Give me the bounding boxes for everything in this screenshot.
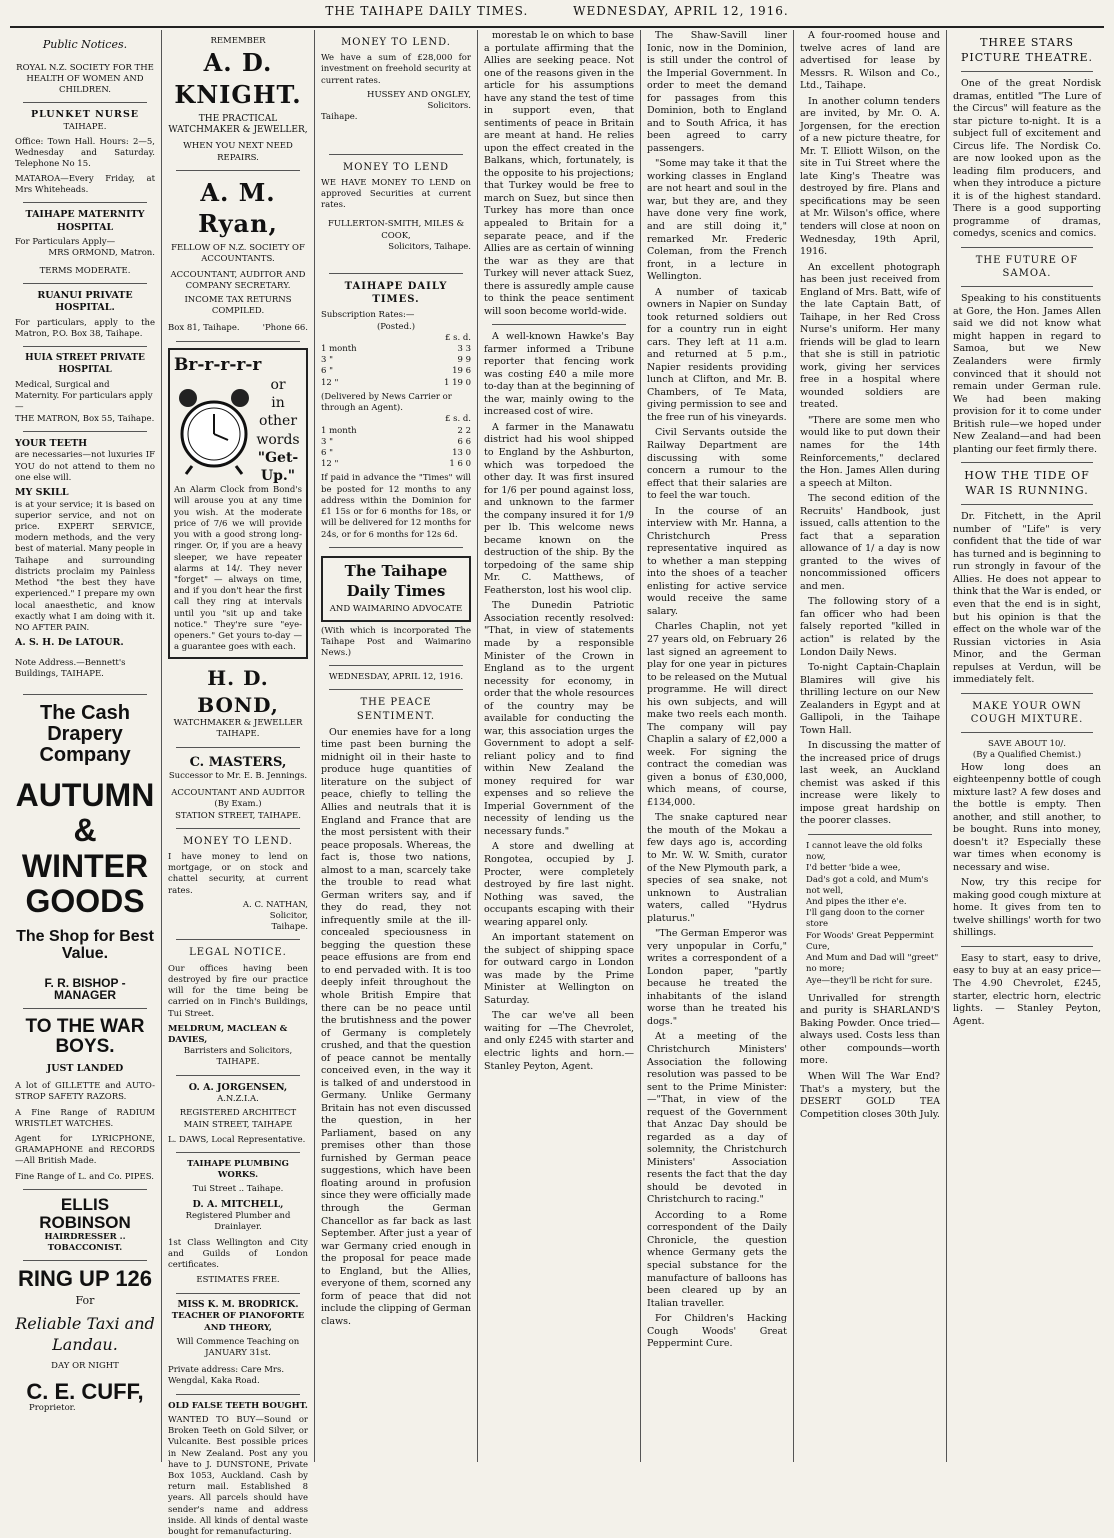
- paper-nameplate-title: The Taihape Daily Times: [344, 561, 448, 600]
- fullerton-name: FULLERTON-SMITH, MILES & COOK,: [327, 219, 465, 241]
- for-label: For: [75, 1294, 95, 1308]
- legal-notice-heading: LEGAL NOTICE.: [189, 947, 287, 959]
- dunedin-paragraph: The Dunedin Patriotic Association recently resolved: "That, in view of statements made by a responsible Minister of the Crown in England as to the urgent necessity for economy, in order that the whole resources of the country may be available for conducting the war, this association urges the Government to adopt a self-reliant policy and to find within New Zealand the money required for war expenses and so relieve the Imperial Government of the necessity of lending us the necessary funds.": [484, 600, 634, 837]
- blamires-paragraph: To-night Captain-Chaplain Blamires will give his thrilling lecture on our New Zealanders in Egypt and at Gallipoli, in the Taihape Town Hall.: [800, 662, 940, 736]
- rate-row: [321, 355, 471, 366]
- peace-heading: THE PEACE SENTIMENT.: [356, 697, 436, 722]
- knight-note: WHEN YOU NEXT NEED REPAIRS.: [183, 141, 293, 163]
- fullerton-role: Solicitors, Taihape.: [388, 241, 471, 252]
- ryan-tax: INCOME TAX RETURNS COMPILED.: [184, 294, 292, 317]
- emperor-paragraph: "The German Emperor was very unpopular in Corfu," writes a correspondent of a London paper, "partly because he treated the inhabitants of the island worse than he treated his dogs.": [647, 928, 787, 1027]
- subscription-heading: TAIHAPE DAILY TIMES.: [344, 281, 448, 306]
- cough-heading: MAKE YOUR OWN COUGH MIXTURE.: [970, 700, 1084, 725]
- column-rule: [477, 30, 478, 1462]
- masthead-rule: [10, 26, 1104, 28]
- poem: [800, 841, 940, 987]
- best-value: The Shop for Best Value.: [16, 927, 154, 962]
- hussey-role: Solicitors.: [427, 101, 471, 112]
- peace-body: Our enemies have for a long time past been burning the midnight oil in their haste to produce huge quantities of literature on the subject of peace, chiefly to telling the Allies and neutrals that it is England and France that are the most persistent with their peace proposals. Whereas, the fact is, those two nations, almost to a man, scarcely take the trouble to read what German writers say, and if they do read, they not infrequently smile at the ill-concealed speciousness in begging the question these peace effusions are from end to end pervaded with. It is too deeply infeit throughout the whole British Empire that there can be no peace until the brutishness and the power of Germany is completely crushed, and that the question of peace cannot be mentally conceived even, in the way it is talked of and understood in Germany. Unlike Germany Britain has not even discussed the question, in her Parliament, based on any premises other than those furnished by German peace suggestions, which have been floating around in profusion since they were officially made through the German Chancellor as far back as last September. After just a year of war Germany cried enough in the proposal for peace made to England, but the Allies, everyone of them, scorned any form of peace that did not include the clipping of German claws.: [321, 726, 471, 1327]
- teeth-heading: YOUR TEETH: [15, 437, 88, 449]
- hawke-paragraph: A well-known Hawke's Bay farmer informed a Tribune reporter that fencing work was costing £40 a mile more to-day than at the beginning of the war, mainly owing to the increased cost of wire.: [484, 331, 634, 418]
- poem-line: I cannot leave the old folks now,: [806, 840, 923, 863]
- civil-paragraph: Civil Servants outside the Railway Department are discussing with some concern a rumour to the effect that their salaries are to feel the war touch.: [647, 427, 787, 502]
- money-lend-body: I have money to lend on mortgage, or on stock and chattel security, at current rates.: [168, 851, 308, 896]
- teeth-bought-heading: OLD FALSE TEETH BOUGHT.: [168, 1400, 308, 1411]
- knight-name: A. D. KNIGHT.: [174, 48, 302, 109]
- sharland-paragraph: Unrivalled for strength and purity is SHARLAND'S Baking Powder. Once tried—always used. Costs less than other compounds—worth more.: [800, 992, 940, 1067]
- snake-paragraph: The snake captured near the mouth of the Mokau a few days ago is, according to Mr. W. W. Smith, curator of the New Plymouth park, a species of sea snake, not unknown to Australian waters, called "Hydrus platurus.": [647, 812, 787, 924]
- or-text: or: [270, 377, 286, 394]
- getup-text: "Get-Up.": [257, 449, 299, 484]
- money-body: We have a sum of £28,000 for investment on freehold security at current rates.: [321, 53, 471, 86]
- rate-value: 9 9: [457, 355, 471, 366]
- bond-trade: WATCHMAKER & JEWELLER: [173, 718, 303, 729]
- meldrum-name: MELDRUM, MACLEAN & DAVIES,: [168, 1023, 288, 1045]
- war-item: Fine Range of L. and Co. PIPES.: [15, 1171, 154, 1182]
- war-item: A Fine Range of RADIUM WRISTLET WATCHES.: [15, 1107, 155, 1129]
- remember: REMEMBER: [210, 36, 266, 46]
- plumbing-address: Tui Street .. Taihape.: [192, 1184, 284, 1195]
- desert-gold-paragraph: When Will The War End? That's a mystery, but the DESERT GOLD TEA Competition closes 30th July.: [800, 1070, 940, 1120]
- rate-label: 12 ": [321, 377, 339, 388]
- maternity-body: For Particulars Apply—: [15, 237, 116, 248]
- ruanui-heading: RUANUI PRIVATE HOSPITAL.: [37, 289, 133, 314]
- terms-moderate: TERMS MODERATE.: [39, 265, 131, 276]
- jorgensen-name: O. A. JORGENSEN,: [188, 1081, 288, 1093]
- meldrum-place: TAIHAPE.: [216, 1057, 260, 1068]
- children-cough-paragraph: For Children's Hacking Cough Woods' Great Peppermint Cure.: [647, 1313, 787, 1350]
- brodrick-role: TEACHER OF PIANOFORTE AND THEORY,: [171, 1311, 305, 1333]
- war-boys-heading: TO THE WAR BOYS.: [25, 1015, 145, 1057]
- samoa-body: Speaking to his constituents at Gore, the Hon. James Allen said we did not know what might happen in regard to Samoa, but we New Zealanders were firmly convinced that it should not remain under German rule. We had been making provision for it to come under British rule—we hoped under New Zealand—and had been planting our feet firmly there.: [953, 293, 1101, 455]
- theatre-body: One of the great Nordisk dramas, entitled "The Lure of the Circus" will feature as the star picture to-night. It is a subject full of excitement and Circus life. The Nordisk Co. are now looked upon as the leading film producers, and when they introduce a picture it is of the highest standard. There is a good supporting programme of dramas, comedys, scenics and comics.: [953, 78, 1101, 240]
- meldrum-role: Barristers and Solicitors,: [183, 1046, 293, 1057]
- jorgensen-quals: A.N.Z.I.A.: [217, 1094, 259, 1105]
- ryan-fellow: FELLOW OF N.Z. SOCIETY OF ACCOUNTANTS.: [171, 243, 305, 265]
- jorgensen-address: MAIN STREET, TAIHAPE: [183, 1119, 293, 1130]
- rate-value: 1 6 0: [449, 459, 471, 470]
- taxicab-paragraph: A number of taxicab owners in Napier on Sunday took returned soldiers out for a country run in eight cars. They left at 11 a.m. and returned at 5 p.m., Napier residents providing lunch at Clifton, and Mr. B. Chambers, of Te Mata, giving permission to see and the free run of his vineyards.: [647, 286, 787, 423]
- maternity-heading: TAIHAPE MATERNITY HOSPITAL: [25, 209, 145, 233]
- advance-note: If paid in advance the "Times" will be posted for 12 months to any address within the Dominion for £1 15s or for 6 months for 18s, or will be delivered for 12 months for 24s, or for 6 months for 12s 6d.: [321, 473, 471, 540]
- paper-title: THE TAIHAPE DAILY TIMES.: [325, 4, 529, 18]
- war-item: A lot of GILLETTE and AUTO-STROP SAFETY RAZORS.: [15, 1081, 155, 1103]
- poem-line: And Mum and Dad will "greet" no more;: [806, 953, 939, 975]
- chevrolet-paragraph: The car we've all been waiting for —The Chevrolet, and only £245 with starter and electric lights and horn.— Stanley Peyton, Agent.: [484, 1010, 634, 1072]
- christchurch-paragraph: In the course of an interview with Mr. Hanna, a Christchurch Press representative inquired as to whether a man stepping into the shoes of a teacher enlisting for active service would receive the same salary.: [647, 505, 787, 617]
- daws-rep: L. DAWS, Local Representative.: [168, 1134, 306, 1145]
- brrr-text: Br-r-r-r-r: [174, 354, 262, 375]
- huia-body: Medical, Surgical and Maternity. For particulars apply—: [15, 379, 153, 413]
- hussey-place: Taihape.: [321, 112, 358, 123]
- brodrick-date: Will Commence Teaching on JANUARY 31st.: [176, 1336, 300, 1359]
- jorgensen-role: REGISTERED ARCHITECT: [179, 1108, 297, 1119]
- nathan-name: A. C. NATHAN,: [242, 899, 308, 910]
- paper-date: WEDNESDAY, APRIL 12, 1916.: [573, 4, 789, 18]
- mataroa: MATAROA—Every Friday, at Mrs Whiteheads.: [15, 173, 155, 195]
- ruanui-body: For particulars, apply to the Matron, P.O. Box 38, Taihape.: [15, 317, 155, 340]
- masters-role: ACCOUNTANT AND AUDITOR: [171, 788, 305, 799]
- rate-label: 12 ": [321, 459, 339, 470]
- proprietor: Proprietor.: [29, 1403, 76, 1414]
- rongotea-paragraph: A store and dwelling at Rongotea, occupied by J. Procter, were completely destroyed by fire last night. Nothing was saved, the occupants escaping with their wearing apparel only.: [484, 841, 634, 928]
- chevrolet-ad: Easy to start, easy to drive, easy to buy at an easy price—The 4.90 Chevrolet, £245, starter, electric horn, electric lights. — Stanley Peyton, Agent.: [953, 952, 1101, 1027]
- sd-header: £ s. d.: [444, 414, 471, 425]
- mitchell-role: Registered Plumber and Drainlayer.: [185, 1211, 291, 1233]
- alarm-ad: [168, 348, 308, 660]
- teeth-body: are necessaries—not luxuries IF YOU do not attend to them no one else will.: [15, 450, 155, 483]
- ring-up: RING UP 126: [17, 1265, 153, 1291]
- column-1: [10, 30, 160, 1462]
- huia-matron: THE MATRON, Box 55, Taihape.: [15, 413, 155, 424]
- masters-successor: Successor to Mr. E. B. Jennings.: [168, 770, 308, 781]
- poem-line: For Woods' Great Peppermint Cure,: [806, 930, 934, 952]
- other-words: in other words: [256, 395, 300, 448]
- estimates-free: ESTIMATES FREE.: [196, 1275, 280, 1286]
- bond-place: TAIHAPE.: [216, 729, 260, 740]
- column-2: [163, 30, 313, 1538]
- cuff-name: C. E. CUFF,: [26, 1379, 144, 1405]
- column-5: [642, 30, 792, 1462]
- column-3: [316, 30, 476, 1462]
- ministers-paragraph: At a meeting of the Christchurch Ministers' Association the following resolution was passed to be sent to the Prime Minister:—"That, in view of the request of the Government that Anzac Day should be regarded as a day of solemnity, the Christchurch Ministers' Association resents the fact that the day should be devoted in Christchurch to racing.": [647, 1031, 787, 1206]
- public-notices-heading: Public Notices.: [42, 38, 128, 51]
- recruits-paragraph: The second edition of the Recruits' Handbook, just issued, calls attention to the fact that a separation allowance of 1/ a day is now granted to the wives of noncommissioned officers and men.: [800, 493, 940, 592]
- dentist-name: A. S. H. De LATOUR.: [15, 637, 124, 649]
- royal-society: ROYAL N.Z. SOCIETY FOR THE HEALTH OF WOMEN AND CHILDREN.: [16, 62, 154, 95]
- money-lend-heading: MONEY TO LEND.: [183, 835, 293, 847]
- just-landed: JUST LANDED: [46, 1062, 124, 1074]
- samoa-heading: THE FUTURE OF SAMOA.: [975, 254, 1079, 280]
- maternity-matron: MRS ORMOND, Matron.: [48, 248, 155, 259]
- posted-label: (Posted.): [376, 321, 416, 332]
- ryan-box: Box 81, Taihape.: [168, 323, 240, 334]
- manager: F. R. BISHOP - MANAGER: [44, 975, 126, 1003]
- peace-continued: morestab le on which to base a portulate affirming that the Allies are seeking peace. Not one of the reasons given in the article for his assumptions have any stand the test of time in support even, that sentiments of peace in Britain are meant at hand. He relies upon the effect created in the Balkans, which, fortunately, is the opposite to his projections; that Turkey would be free to march on Suez, but since then Turkey has more than once appealed to Britain for a separate peace, and if the Allies are as certain of winning the war as they are that Turkey will never attack Suez, there is assuredly ample cause to think the peace sentiment will soon become world-wide.: [484, 30, 634, 317]
- rate-row: [321, 459, 471, 470]
- cough-body: How long does an eighteenpenny bottle of cough mixture last? A few doses and the bottle is empty. Then another, and still another, to be bought. Runs into money, doesn't it? Especially these war times when economy is necessary and wise.: [953, 761, 1101, 873]
- skill-heading: MY SKILL: [15, 487, 69, 499]
- rome-paragraph: According to a Rome correspondent of the Daily Chronicle, the question whence Germany gets the special substance for the manufacture of balloons has been cleared up by an Italian traveller.: [647, 1209, 787, 1309]
- allen-paragraph: "There are some men who would like to put down their names for the 14th Reinforcements," declared the Hon. James Allen during a speech at Milton.: [800, 414, 940, 489]
- column-rule: [161, 30, 162, 1462]
- ryan-name: A. M. Ryan,: [198, 177, 278, 239]
- taxi-landau: Reliable Taxi and Landau.: [15, 1313, 155, 1354]
- day-night: DAY OR NIGHT: [51, 1360, 119, 1371]
- nathan-place: Taihape.: [271, 922, 308, 933]
- ryan-roles: ACCOUNTANT, AUDITOR AND COMPANY SECRETARY.: [170, 269, 306, 291]
- rate-row: [321, 378, 471, 389]
- shaw-paragraph: The Shaw-Savill liner Ionic, now in the Dominion, is still under the control of the Imperial Government. In order to meet the demand for passages from this Dominion, both to England and to South Africa, it has been agreed to carry passengers.: [647, 30, 787, 154]
- drugs-paragraph: In discussing the matter of the increased price of drugs last week, an Auckland chemist was asked if this increase were likely to impose great hardship on the poorer classes.: [800, 740, 940, 827]
- legal-notice-body: Our offices having been destroyed by fire our practice will for the time being be carried on in Finch's Buildings, Tui Street.: [168, 963, 308, 1019]
- sd-header: £ s. d.: [444, 332, 471, 343]
- column-7: [948, 30, 1106, 1462]
- heans-paragraph: Now, try this recipe for making good cough mixture at home. It gives from ten to twelve shillings' worth for two shillings.: [953, 877, 1101, 939]
- column-rule: [640, 30, 641, 1462]
- rate-row: [321, 437, 471, 448]
- knight-trade: THE PRACTICAL WATCHMAKER & JEWELLER,: [168, 113, 308, 136]
- tide-heading: HOW THE TIDE OF WAR IS RUNNING.: [964, 469, 1090, 497]
- rate-row: [321, 426, 471, 437]
- chaplin-paragraph: Charles Chaplin, not yet 27 years old, on February 26 last signed an agreement to play for one year in pictures to be released on the Mutual programme. He will direct his own subjects, and will make two reels each month. The company will pay Chaplin a salary of £2,000 a week. For signing the contract the comedian was given a bonus of £30,000, which means, of course, £134,000.: [647, 621, 787, 808]
- tenders-paragraph: In another column tenders are invited, by Mr. O. A. Jorgensen, for the erection of a new picture theatre, for Mr. T. Elliott Wilson, on the site in Tui Street where the late King's Theatre was destroyed by fire. Plans and specifications may be seen at Mr. Wilson's office, where tenders will close at noon on Wednesday, 19th April, 1916.: [800, 95, 940, 258]
- paper-nameplate: [321, 556, 471, 622]
- skill-body: is at your service; it is based on superior service, and not on price. EXPERT SERVICE, modern methods, and the very best of material. Many people in Taihape and surrounding districts proclaim my Painless Method "the best they have experienced." I prepare my own local anaesthetic, and know exactly what I am doing with it. NO AFTER PAIN.: [15, 499, 155, 633]
- money2-body: WE HAVE MONEY TO LEND on approved Securities at current rates.: [321, 177, 471, 211]
- column-rule: [793, 30, 794, 1462]
- house-paragraph: A four-roomed house and twelve acres of land are advertised for lease by Messrs. R. Wilson and Co., Ltd., Taihape.: [800, 30, 940, 92]
- money-lend-heading-3: MONEY TO LEND: [342, 161, 450, 173]
- plunket-place: TAIHAPE.: [63, 121, 107, 132]
- rate-value: 13 0: [452, 448, 471, 458]
- rate-value: 3 3: [457, 344, 471, 355]
- plunket-office: Office: Town Hall. Hours: 2—5, Wednesday and Saturday. Telephone No 15.: [15, 136, 155, 170]
- shipping-paragraph: An important statement on the subject of shipping space for outward cargo in London was made by the Prime Minister at Wellington on Saturday.: [484, 932, 634, 1006]
- rate-value: 2 2: [457, 425, 471, 436]
- cash-drapery-heading: The Cash Drapery Company: [39, 702, 131, 767]
- hussey-name: HUSSEY AND ONGLEY,: [367, 89, 471, 100]
- rate-label: 3 ": [321, 436, 334, 447]
- poem-line: Dad's got a cold, and Mum's not well,: [806, 874, 929, 896]
- tide-body: Dr. Fitchett, in the April number of "Life" is very confident that the tide of war has turned and is beginning to run strongly in favour of the Allies. He does not appear to think that the War is ended, or even that the end is in sight, but his opinion is that the effect on the whole war of the Russian victories in Asia Minor, and the German repulses at Verdun, will be immediately felt.: [953, 511, 1101, 686]
- brodrick-address: Private address: Care Mrs. Wengdal, Kaka Road.: [168, 1365, 285, 1387]
- poem-line: And pipes the ither e'e.: [806, 897, 907, 908]
- column-rule: [314, 30, 315, 1462]
- chemist-note: (By a Qualified Chemist.): [972, 750, 1082, 761]
- war-item: Agent for LYRICPHONE, GRAMAPHONE and RECORDS—All British Made.: [15, 1133, 155, 1167]
- rate-label: 1 month: [321, 425, 357, 436]
- teeth-bought-body: WANTED TO BUY—Sound or Broken Teeth on Gold Silver, or Vulcanite. Best possible prices in New Zealand. Post any you have to J. DUNSTONE, Private Box 1053, Auckland. Cash by return mail. Established 8 years. All parcels should have sender's name and address inside. All kinds of dental waste bought for remanufacturing.: [168, 1414, 308, 1538]
- column-4: [479, 30, 639, 1462]
- ryan-phone: 'Phone 66.: [262, 323, 308, 334]
- money-lend-heading-2: MONEY TO LEND.: [341, 37, 451, 48]
- masters-address: STATION STREET, TAIHAPE.: [175, 810, 301, 821]
- ellis-trade: HAIRDRESSER .. TOBACCONIST.: [44, 1231, 126, 1253]
- masthead: [0, 4, 1114, 26]
- rate-row: [321, 366, 471, 377]
- paper-note: (With which is incorporated The Taihape Post and Waimarino News.): [321, 625, 471, 658]
- fan-paragraph: The following story of a fan officer who had been falsely reported "killed in action" is related by the London Daily News.: [800, 596, 940, 658]
- rate-row: [321, 448, 471, 459]
- nathan-role: Solicitor,: [269, 911, 308, 921]
- plunket-heading: PLUNKET NURSE: [30, 109, 140, 121]
- rate-row: [321, 344, 471, 355]
- subscription-rates-label: Subscription Rates:—: [321, 310, 415, 321]
- working-paragraph: "Some may take it that the working classes in England are not heart and soul in the war, but they are, and they have done very fine work, and are still doing it," remarked Mr. Frederic Coleman, from the French front, in a lecture in Wellington.: [647, 158, 787, 283]
- poem-line: I'll gang doon to the corner store: [806, 908, 925, 930]
- alarm-body: An Alarm Clock from Bond's will arouse you at any time you wish. At the moderate price of 7/6 we will provide you with a good strong long-ringer. Or, if you are a heavy sleeper, we have repeater alarms at 14/. They never "forget" — always on time, and if you don't hear the first call they ring at intervals until you "sit up and take notice." They're sure "eye-openers." Get yours to-day — a guarantee goes with each.: [174, 485, 302, 653]
- dentist-address: Note Address.—Bennett's Buildings, TAIHAPE.: [15, 657, 126, 679]
- masters-exam: (By Exam.): [214, 799, 262, 810]
- bond-name: H. D. BOND,: [197, 666, 279, 717]
- huia-heading: HUIA STREET PRIVATE HOSPITAL: [25, 353, 145, 376]
- brodrick-name: MISS K. M. BRODRICK.: [177, 1299, 299, 1310]
- column-6: [795, 30, 945, 1462]
- paper-nameplate-sub: AND WAIMARINO ADVOCATE: [329, 604, 463, 615]
- issue-date: WEDNESDAY, APRIL 12, 1916.: [328, 672, 464, 683]
- mitchell-name: D. A. MITCHELL,: [192, 1198, 284, 1210]
- rate-label: 6 ": [321, 448, 334, 458]
- masters-name: C. MASTERS,: [189, 754, 287, 770]
- manawatu-paragraph: A farmer in the Manawatu district had his wool shipped to England by the Ashburton, which was torpedoed the other day. It was first insured for 1/6 per pound against loss, and unknown to the farmer the company insured it for 1/9 per lb. This welcome news became known on the destruction of the ship. By the torpedoing of the same ship Mr. C. Matthews, of Featherston, lost his wool clip.: [484, 421, 634, 596]
- save-about: SAVE ABOUT 10/.: [987, 739, 1066, 750]
- rate-value: 1 19 0: [443, 377, 471, 388]
- theatre-heading: THREE STARS PICTURE THEATRE.: [960, 36, 1094, 64]
- rate-value: 19 6: [452, 366, 471, 377]
- alarm-clock-icon: [174, 386, 254, 476]
- mitchell-cert: 1st Class Wellington and City and Guilds of London certificates.: [168, 1237, 308, 1271]
- rate-label: 6 ": [321, 366, 334, 377]
- poem-line: I'd better 'bide a wee,: [806, 863, 901, 874]
- plumbing-heading: TAIHAPE PLUMBING WORKS.: [187, 1159, 289, 1181]
- autumn-winter-heading: AUTUMN & WINTER GOODS: [15, 777, 155, 919]
- ellis-robinson: ELLIS ROBINSON: [39, 1194, 131, 1232]
- rate-label: 3 ": [321, 355, 334, 366]
- column-rule: [946, 30, 947, 1462]
- rate-value: 6 6: [457, 436, 471, 447]
- rate-label: 1 month: [321, 344, 357, 355]
- photo-paragraph: An excellent photograph has been just received from England of Mrs. Batt, wife of the late Captain Batt, of Taihape, in her Red Cross Nurse's uniform. Her many friends will be glad to learn that she is still in patriotic work, giving her services free in a hospital where wounded soldiers are treated.: [800, 261, 940, 411]
- poem-line: Aye—they'll be richt for sure.: [806, 975, 933, 986]
- delivered-note: (Delivered by News Carrier or through an Agent).: [321, 391, 452, 414]
